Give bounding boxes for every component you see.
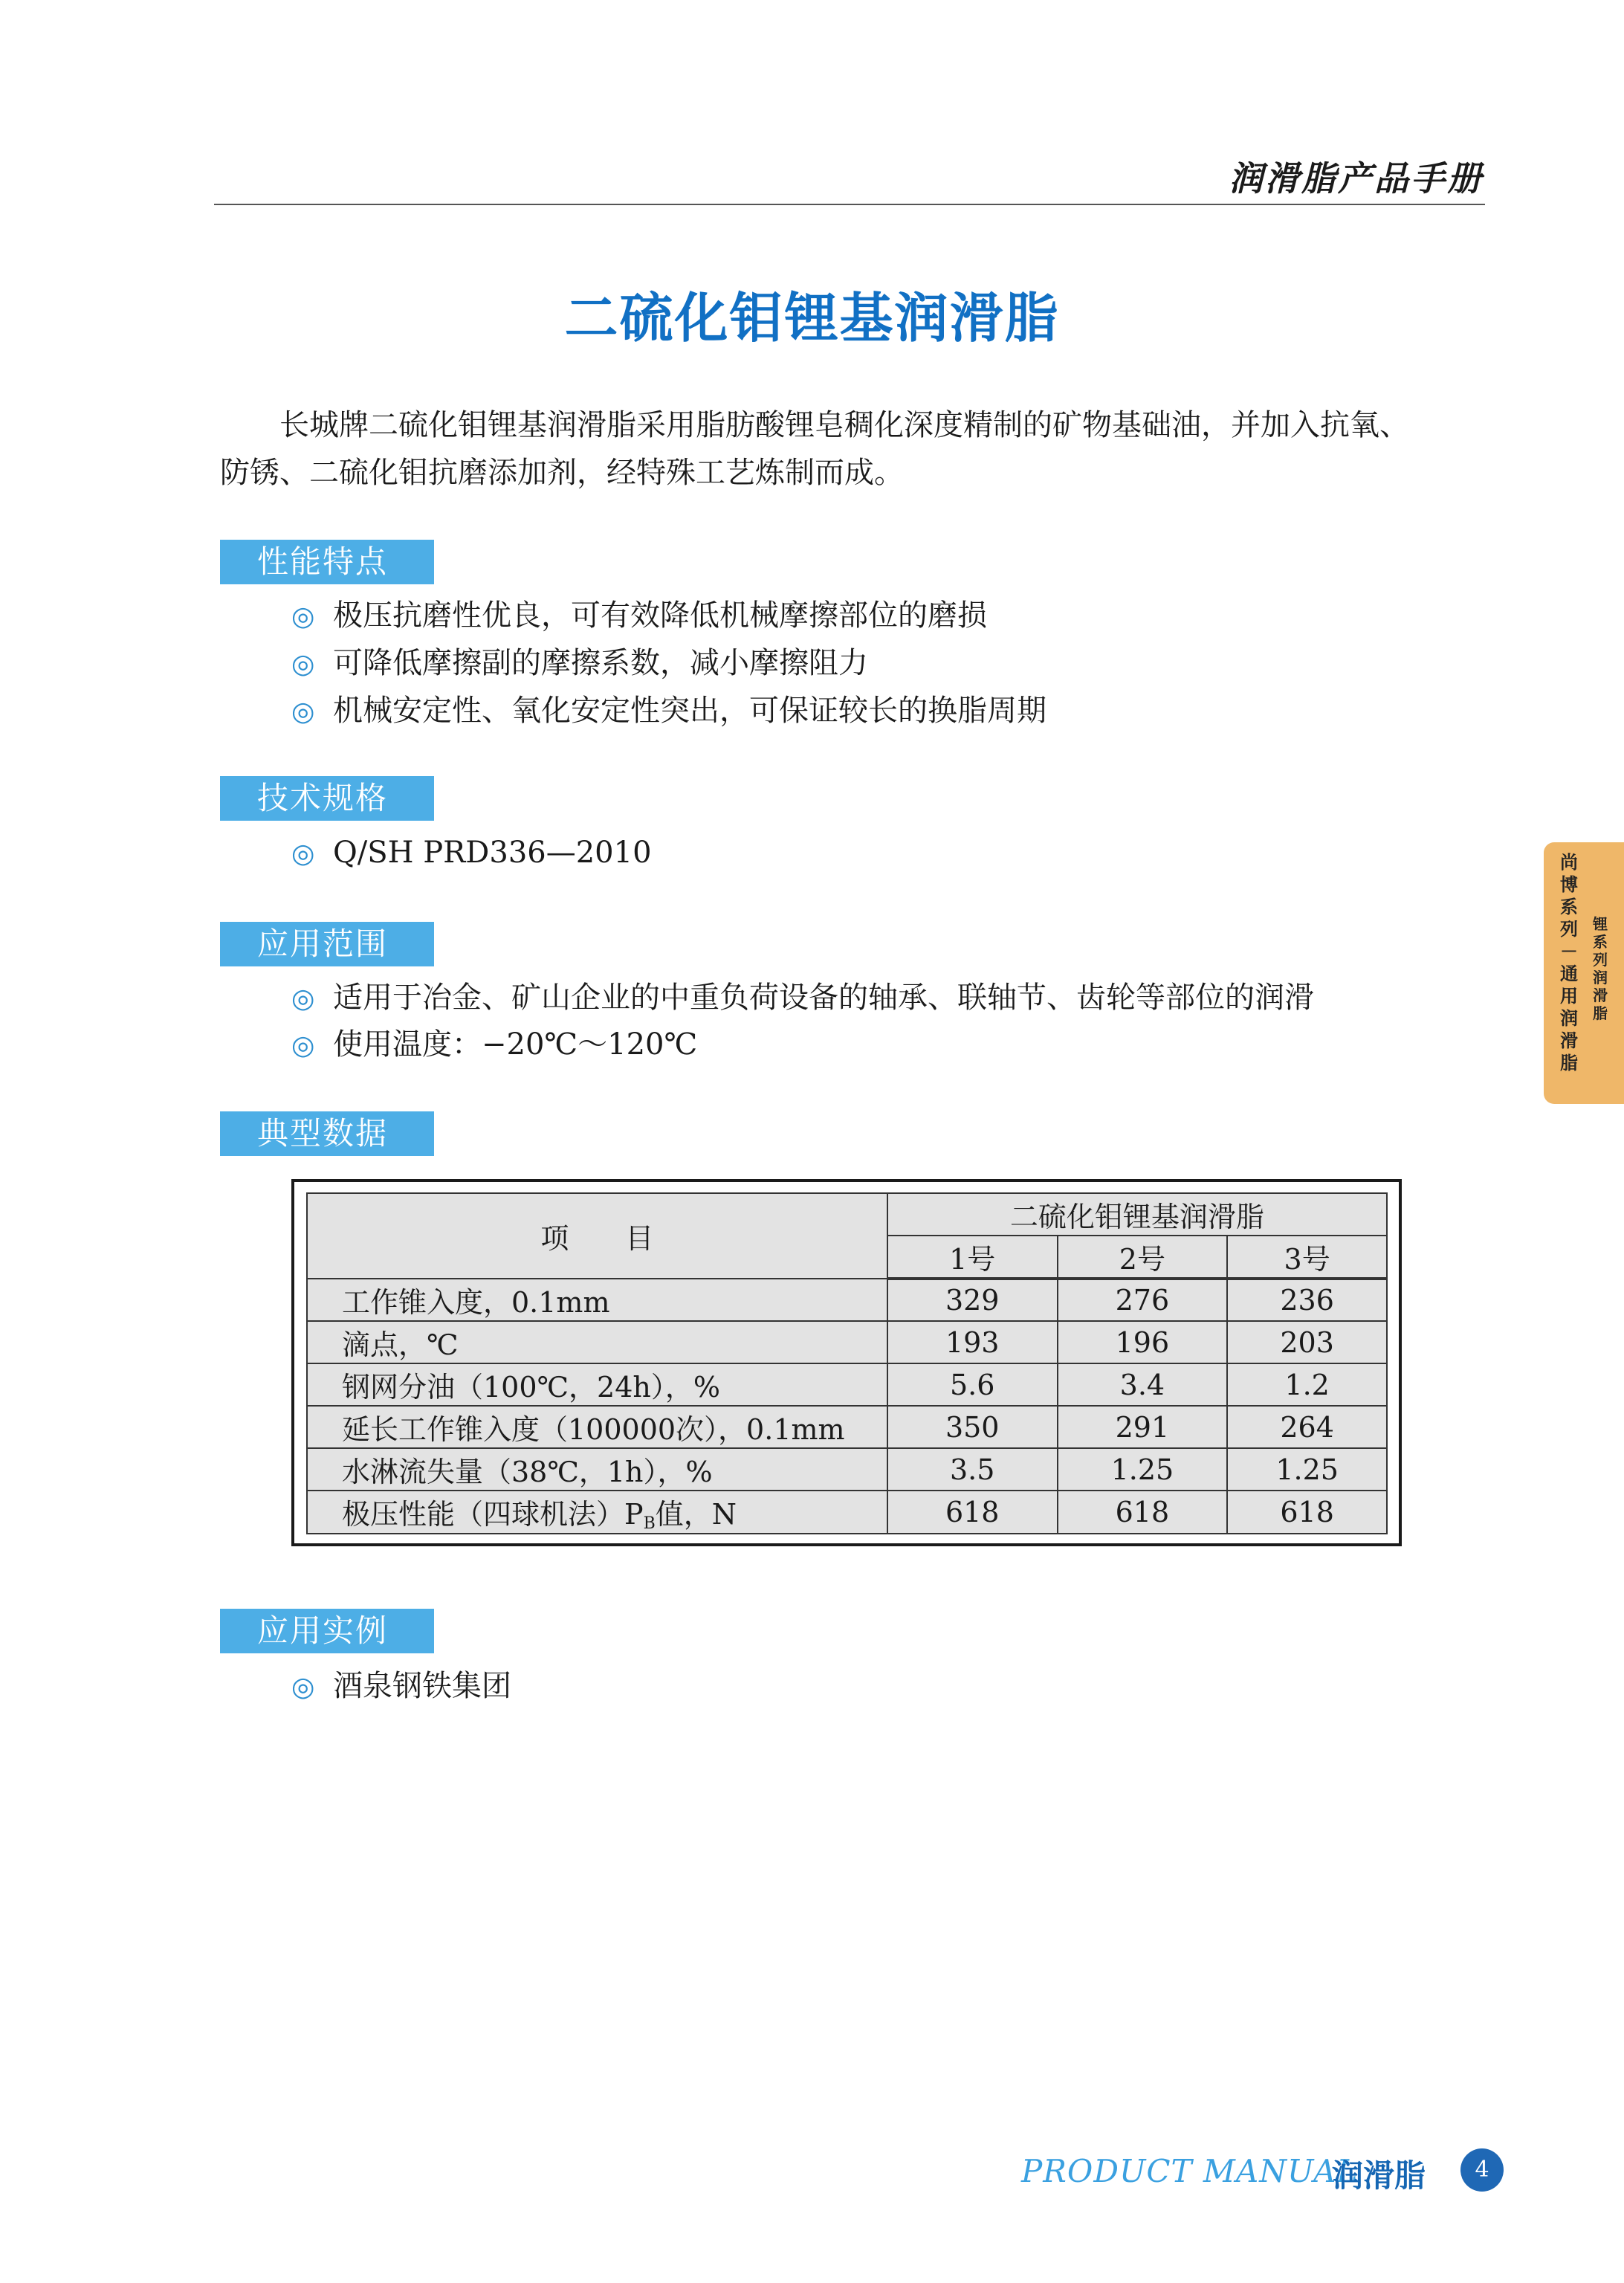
- cell-value: 3.5: [887, 1448, 1058, 1491]
- grade-header: 1号: [887, 1236, 1058, 1279]
- section-header-application: 应用范围: [220, 922, 434, 966]
- product-header: 二硫化钼锂基润滑脂: [887, 1193, 1387, 1236]
- cell-value: 618: [887, 1491, 1058, 1534]
- item-header: 项 目: [307, 1193, 887, 1279]
- row-label-subscript: B: [643, 1514, 656, 1533]
- footer-category: 润滑脂: [1332, 2157, 1426, 2194]
- row-label: 滴点，℃: [307, 1321, 887, 1363]
- row-label: 钢网分油（100℃，24h），%: [307, 1363, 887, 1406]
- section-header-cases: 应用实例: [220, 1609, 434, 1653]
- table-row: [307, 1321, 1387, 1363]
- side-category-tab: [1544, 842, 1624, 1104]
- cell-value: 5.6: [887, 1363, 1058, 1406]
- section-header-typical-data: 典型数据: [220, 1111, 434, 1156]
- row-label: 延长工作锥入度（100000次），0.1mm: [307, 1406, 887, 1448]
- bullet-icon: ◎: [291, 697, 315, 727]
- side-tab-series: 尚博系列－通用润滑脂: [1560, 852, 1578, 1073]
- list-item: [291, 1025, 697, 1065]
- row-label: 工作锥入度，0.1mm: [307, 1279, 887, 1321]
- section-header-features: 性能特点: [220, 540, 434, 584]
- table-row: [307, 1279, 1387, 1321]
- table-row: [307, 1406, 1387, 1448]
- feature-text: 可降低摩擦副的摩擦系数，减小摩擦阻力: [333, 646, 868, 680]
- intro-paragraph: 长城牌二硫化钼锂基润滑脂采用脂肪酸锂皂稠化深度精制的矿物基础油，并加入抗氧、防锈、二硫化钼抗磨添加剂，经特殊工艺炼制而成。: [220, 408, 1409, 490]
- feature-text: 机械安定性、氧化安定性突出，可保证较长的换脂周期: [333, 694, 1046, 728]
- cell-value: 3.4: [1058, 1363, 1228, 1406]
- list-item: [291, 833, 652, 874]
- cell-value: 1.25: [1227, 1448, 1387, 1491]
- list-item: [291, 1667, 511, 1707]
- bullet-icon: ◎: [291, 984, 315, 1014]
- spec-text: Q/SH PRD336—2010: [333, 836, 652, 870]
- bullet-icon: ◎: [291, 649, 315, 679]
- row-label: [307, 1491, 887, 1534]
- footer-manual-label: PRODUCT MANUAL: [1021, 2153, 1359, 2189]
- list-item: [291, 596, 987, 636]
- typical-data-table: [306, 1192, 1388, 1534]
- typical-data-table-frame: [291, 1179, 1402, 1546]
- cell-value: 1.2: [1227, 1363, 1387, 1406]
- cell-value: 329: [887, 1279, 1058, 1321]
- bullet-icon: ◎: [291, 839, 315, 869]
- row-label: 水淋流失量（38℃，1h），%: [307, 1448, 887, 1491]
- cell-value: 193: [887, 1321, 1058, 1363]
- case-text: 酒泉钢铁集团: [333, 1669, 511, 1703]
- list-item: [291, 691, 1046, 732]
- cell-value: 276: [1058, 1279, 1228, 1321]
- bullet-icon: ◎: [291, 1030, 315, 1061]
- table-header-row: [307, 1193, 1387, 1236]
- cell-value: 350: [887, 1406, 1058, 1448]
- cell-value: 618: [1058, 1491, 1228, 1534]
- application-text: 适用于冶金、矿山企业的中重负荷设备的轴承、联轴节、齿轮等部位的润滑: [333, 981, 1314, 1015]
- row-label-suffix: 值，N: [655, 1498, 737, 1531]
- row-label-main: 极压性能（四球机法）P: [342, 1498, 644, 1531]
- table-row: [307, 1448, 1387, 1491]
- cell-value: 264: [1227, 1406, 1387, 1448]
- cell-value: 203: [1227, 1321, 1387, 1363]
- grade-header: 3号: [1227, 1236, 1387, 1279]
- page-number-badge: 4: [1460, 2148, 1504, 2192]
- feature-text: 极压抗磨性优良，可有效降低机械摩擦部位的磨损: [333, 598, 987, 633]
- table-row: [307, 1491, 1387, 1534]
- application-text: 使用温度：−20℃～120℃: [333, 1027, 698, 1062]
- list-item: [291, 644, 868, 684]
- list-item: [291, 978, 1314, 1018]
- cell-value: 1.25: [1058, 1448, 1228, 1491]
- bullet-icon: ◎: [291, 1672, 315, 1702]
- bullet-icon: ◎: [291, 601, 315, 632]
- cell-value: 291: [1058, 1406, 1228, 1448]
- header-divider: [214, 204, 1485, 205]
- table-row: [307, 1363, 1387, 1406]
- side-tab-subseries: 锂系列润滑脂: [1593, 915, 1608, 1022]
- cell-value: 618: [1227, 1491, 1387, 1534]
- manual-header-title: 润滑脂产品手册: [1229, 158, 1484, 198]
- cell-value: 196: [1058, 1321, 1228, 1363]
- section-header-spec: 技术规格: [220, 776, 434, 821]
- grade-header: 2号: [1058, 1236, 1228, 1279]
- cell-value: 236: [1227, 1279, 1387, 1321]
- page-title: 二硫化钼锂基润滑脂: [564, 287, 1060, 349]
